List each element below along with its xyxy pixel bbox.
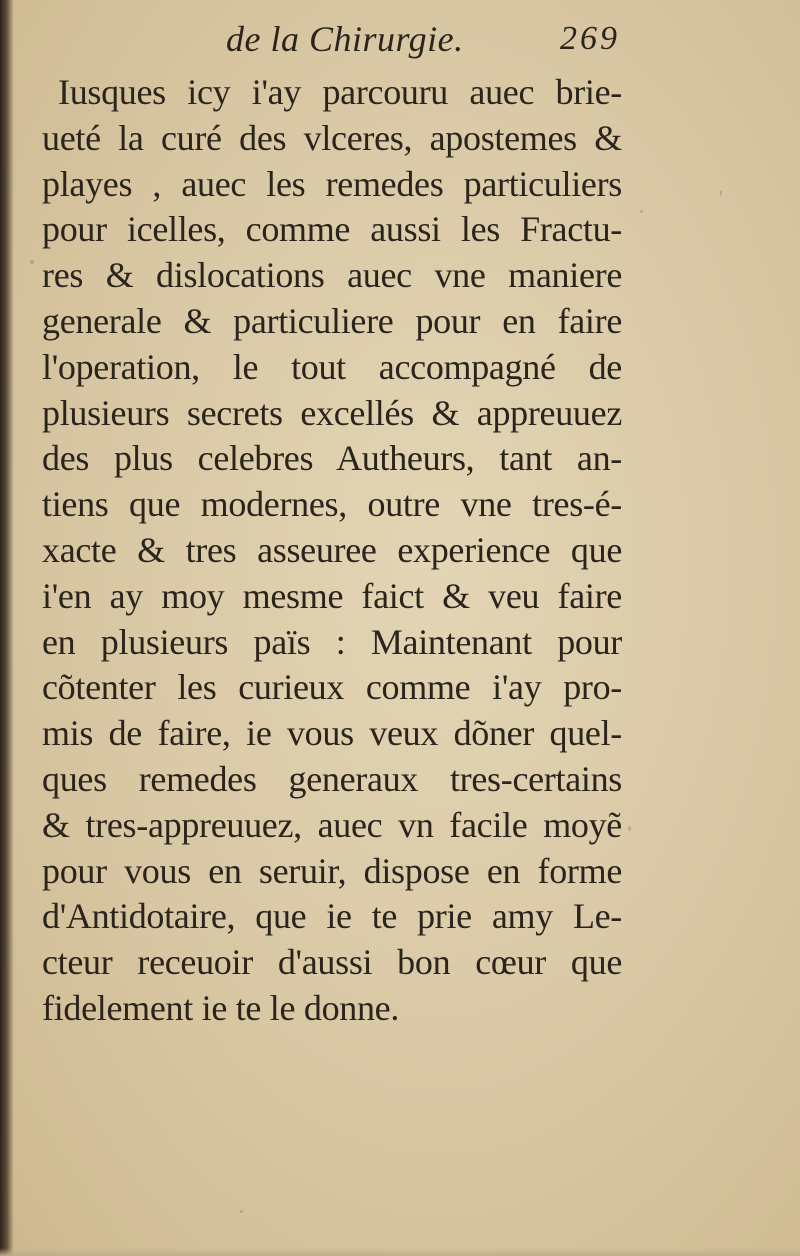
text-line: generale & particuliere pour en faire bbox=[42, 300, 622, 341]
text-line: d'Antidotaire, que ie te prie amy Le- bbox=[42, 896, 622, 937]
text-line: pour vous en seruir, dispose en forme bbox=[42, 850, 622, 891]
text-line: cõtenter les curieux comme i'ay pro- bbox=[42, 667, 622, 708]
text-line: mis de faire, ie vous veux dõner quel- bbox=[42, 713, 622, 754]
bottom-edge bbox=[0, 1248, 800, 1256]
text-line: pour icelles, comme aussi les Fractu- bbox=[42, 209, 622, 250]
paper-speck bbox=[240, 1210, 243, 1213]
text-line: cteur receuoir d'aussi bon cœur que bbox=[42, 942, 622, 983]
text-line: ques remedes generaux tres-certains bbox=[42, 758, 622, 799]
text-line: xacte & tres asseuree experience que bbox=[42, 529, 622, 570]
paper-speck bbox=[30, 260, 34, 264]
binding-shadow bbox=[0, 0, 14, 1256]
text-line: & tres-appreuuez, auec vn facile moyẽ bbox=[42, 804, 622, 845]
text-line: fidelement ie te le donne. bbox=[42, 987, 400, 1028]
text-line: ueté la curé des vlceres, apostemes & bbox=[42, 117, 622, 158]
text-line: Iusques icy i'ay parcouru auec brie- bbox=[58, 72, 622, 112]
text-line: l'operation, le tout accompagné de bbox=[42, 346, 622, 387]
text-line: en plusieurs païs : Maintenant pour bbox=[42, 621, 622, 662]
text-line: des plus celebres Autheurs, tant an- bbox=[42, 438, 622, 479]
paper-speck bbox=[720, 190, 722, 196]
text-line: res & dislocations auec vne maniere bbox=[42, 255, 622, 296]
text-line: i'en ay moy mesme faict & veu faire bbox=[42, 575, 622, 616]
page-header bbox=[200, 18, 620, 68]
text-line: plusieurs secrets excellés & appreuuez bbox=[42, 392, 622, 433]
page-number: 269 bbox=[560, 20, 620, 57]
paper-speck bbox=[628, 826, 631, 831]
text-line: tiens que modernes, outre vne tres-é- bbox=[42, 484, 622, 525]
paper-speck bbox=[640, 210, 643, 213]
text-line: playes , auec les remedes particuliers bbox=[42, 163, 622, 204]
running-title: de la Chirurgie. bbox=[226, 19, 464, 59]
body-paragraph bbox=[42, 70, 622, 1032]
